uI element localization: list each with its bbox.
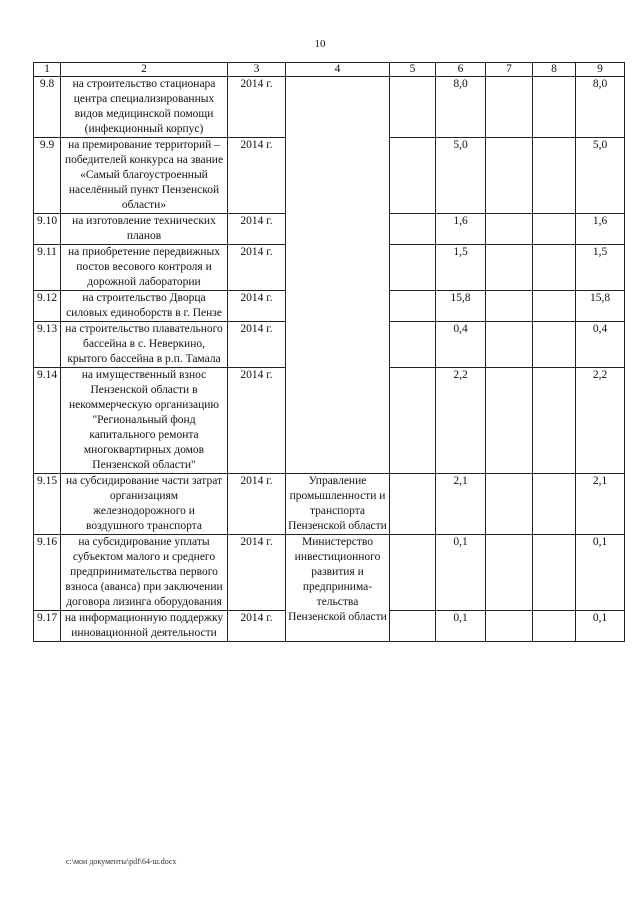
row-col6: 5,0	[436, 138, 486, 214]
header-cell: 7	[486, 63, 533, 77]
row-col6: 2,2	[436, 368, 486, 474]
row-col9: 15,8	[576, 291, 625, 322]
row-col9: 8,0	[576, 77, 625, 138]
table-row	[34, 77, 625, 138]
row-number: 9.12	[34, 291, 61, 322]
budget-table	[33, 62, 625, 642]
row-name: на имущественный взнос Пензенской области в некоммерческую организацию "Региональный фонд капитального ремонта многоквартирных домов Пензенской области"	[61, 368, 228, 474]
header-cell: 9	[576, 63, 625, 77]
row-name: на изготовление технических планов	[61, 214, 228, 245]
row-name: на субсидирование части затрат организациям железнодорожного и воздушного транспорта	[61, 474, 228, 535]
row-year: 2014 г.	[228, 322, 286, 368]
row-col6: 0,1	[436, 611, 486, 642]
row-year: 2014 г.	[228, 245, 286, 291]
footer-file-path: c:\мои документы\pdf\64-ш.docx	[66, 857, 177, 866]
row-year: 2014 г.	[228, 535, 286, 611]
row-name: на информационную поддержку инновационной деятельности	[61, 611, 228, 642]
row-year: 2014 г.	[228, 214, 286, 245]
row-col9: 2,1	[576, 474, 625, 535]
header-cell: 1	[34, 63, 61, 77]
header-cell: 6	[436, 63, 486, 77]
executor-investment: Министерство инвестиционного развития и предпринима-тельства Пензенской области	[286, 535, 390, 642]
row-col9: 0,4	[576, 322, 625, 368]
row-name: на строительство стационара центра специализированных видов медицинской помощи (инфекционный корпус)	[61, 77, 228, 138]
header-row	[34, 63, 625, 77]
row-col6: 1,5	[436, 245, 486, 291]
executor-transport: Управление промышленности и транспорта Пензенской области	[286, 474, 390, 535]
row-col6: 15,8	[436, 291, 486, 322]
row-number: 9.17	[34, 611, 61, 642]
row-number: 9.8	[34, 77, 61, 138]
row-col9: 0,1	[576, 611, 625, 642]
header-cell: 5	[390, 63, 436, 77]
page-number: 10	[314, 38, 326, 50]
row-year: 2014 г.	[228, 611, 286, 642]
row-col6: 1,6	[436, 214, 486, 245]
row-name: на премирование территорий – победителей конкурса на звание «Самый благоустроенный населённый пункт Пензенской области»	[61, 138, 228, 214]
row-col9: 5,0	[576, 138, 625, 214]
row-col9: 0,1	[576, 535, 625, 611]
row-col6: 2,1	[436, 474, 486, 535]
row-col6: 8,0	[436, 77, 486, 138]
row-number: 9.16	[34, 535, 61, 611]
row-number: 9.9	[34, 138, 61, 214]
row-number: 9.15	[34, 474, 61, 535]
row-year: 2014 г.	[228, 138, 286, 214]
header-cell: 4	[286, 63, 390, 77]
row-col6: 0,4	[436, 322, 486, 368]
row-col9: 1,5	[576, 245, 625, 291]
row-number: 9.10	[34, 214, 61, 245]
table-row	[34, 474, 625, 535]
row-number: 9.14	[34, 368, 61, 474]
table-row	[34, 535, 625, 611]
header-cell: 2	[61, 63, 228, 77]
row-number: 9.11	[34, 245, 61, 291]
row-col9: 1,6	[576, 214, 625, 245]
header-cell: 3	[228, 63, 286, 77]
row-year: 2014 г.	[228, 368, 286, 474]
header-cell: 8	[533, 63, 576, 77]
row-col6: 0,1	[436, 535, 486, 611]
row-name: на строительство Дворца силовых единоборств в г. Пензе	[61, 291, 228, 322]
row-number: 9.13	[34, 322, 61, 368]
row-year: 2014 г.	[228, 77, 286, 138]
row-year: 2014 г.	[228, 291, 286, 322]
row-year: 2014 г.	[228, 474, 286, 535]
executor-cell-empty	[286, 77, 390, 474]
row-name: на строительство плавательного бассейна в с. Неверкино, крытого бассейна в р.п. Тамала	[61, 322, 228, 368]
row-name: на субсидирование уплаты субъектом малого и среднего предпринимательства первого взноса (аванса) при заключении договора лизинга оборудования	[61, 535, 228, 611]
row-name: на приобретение передвижных постов весового контроля и дорожной лаборатории	[61, 245, 228, 291]
row-col9: 2,2	[576, 368, 625, 474]
